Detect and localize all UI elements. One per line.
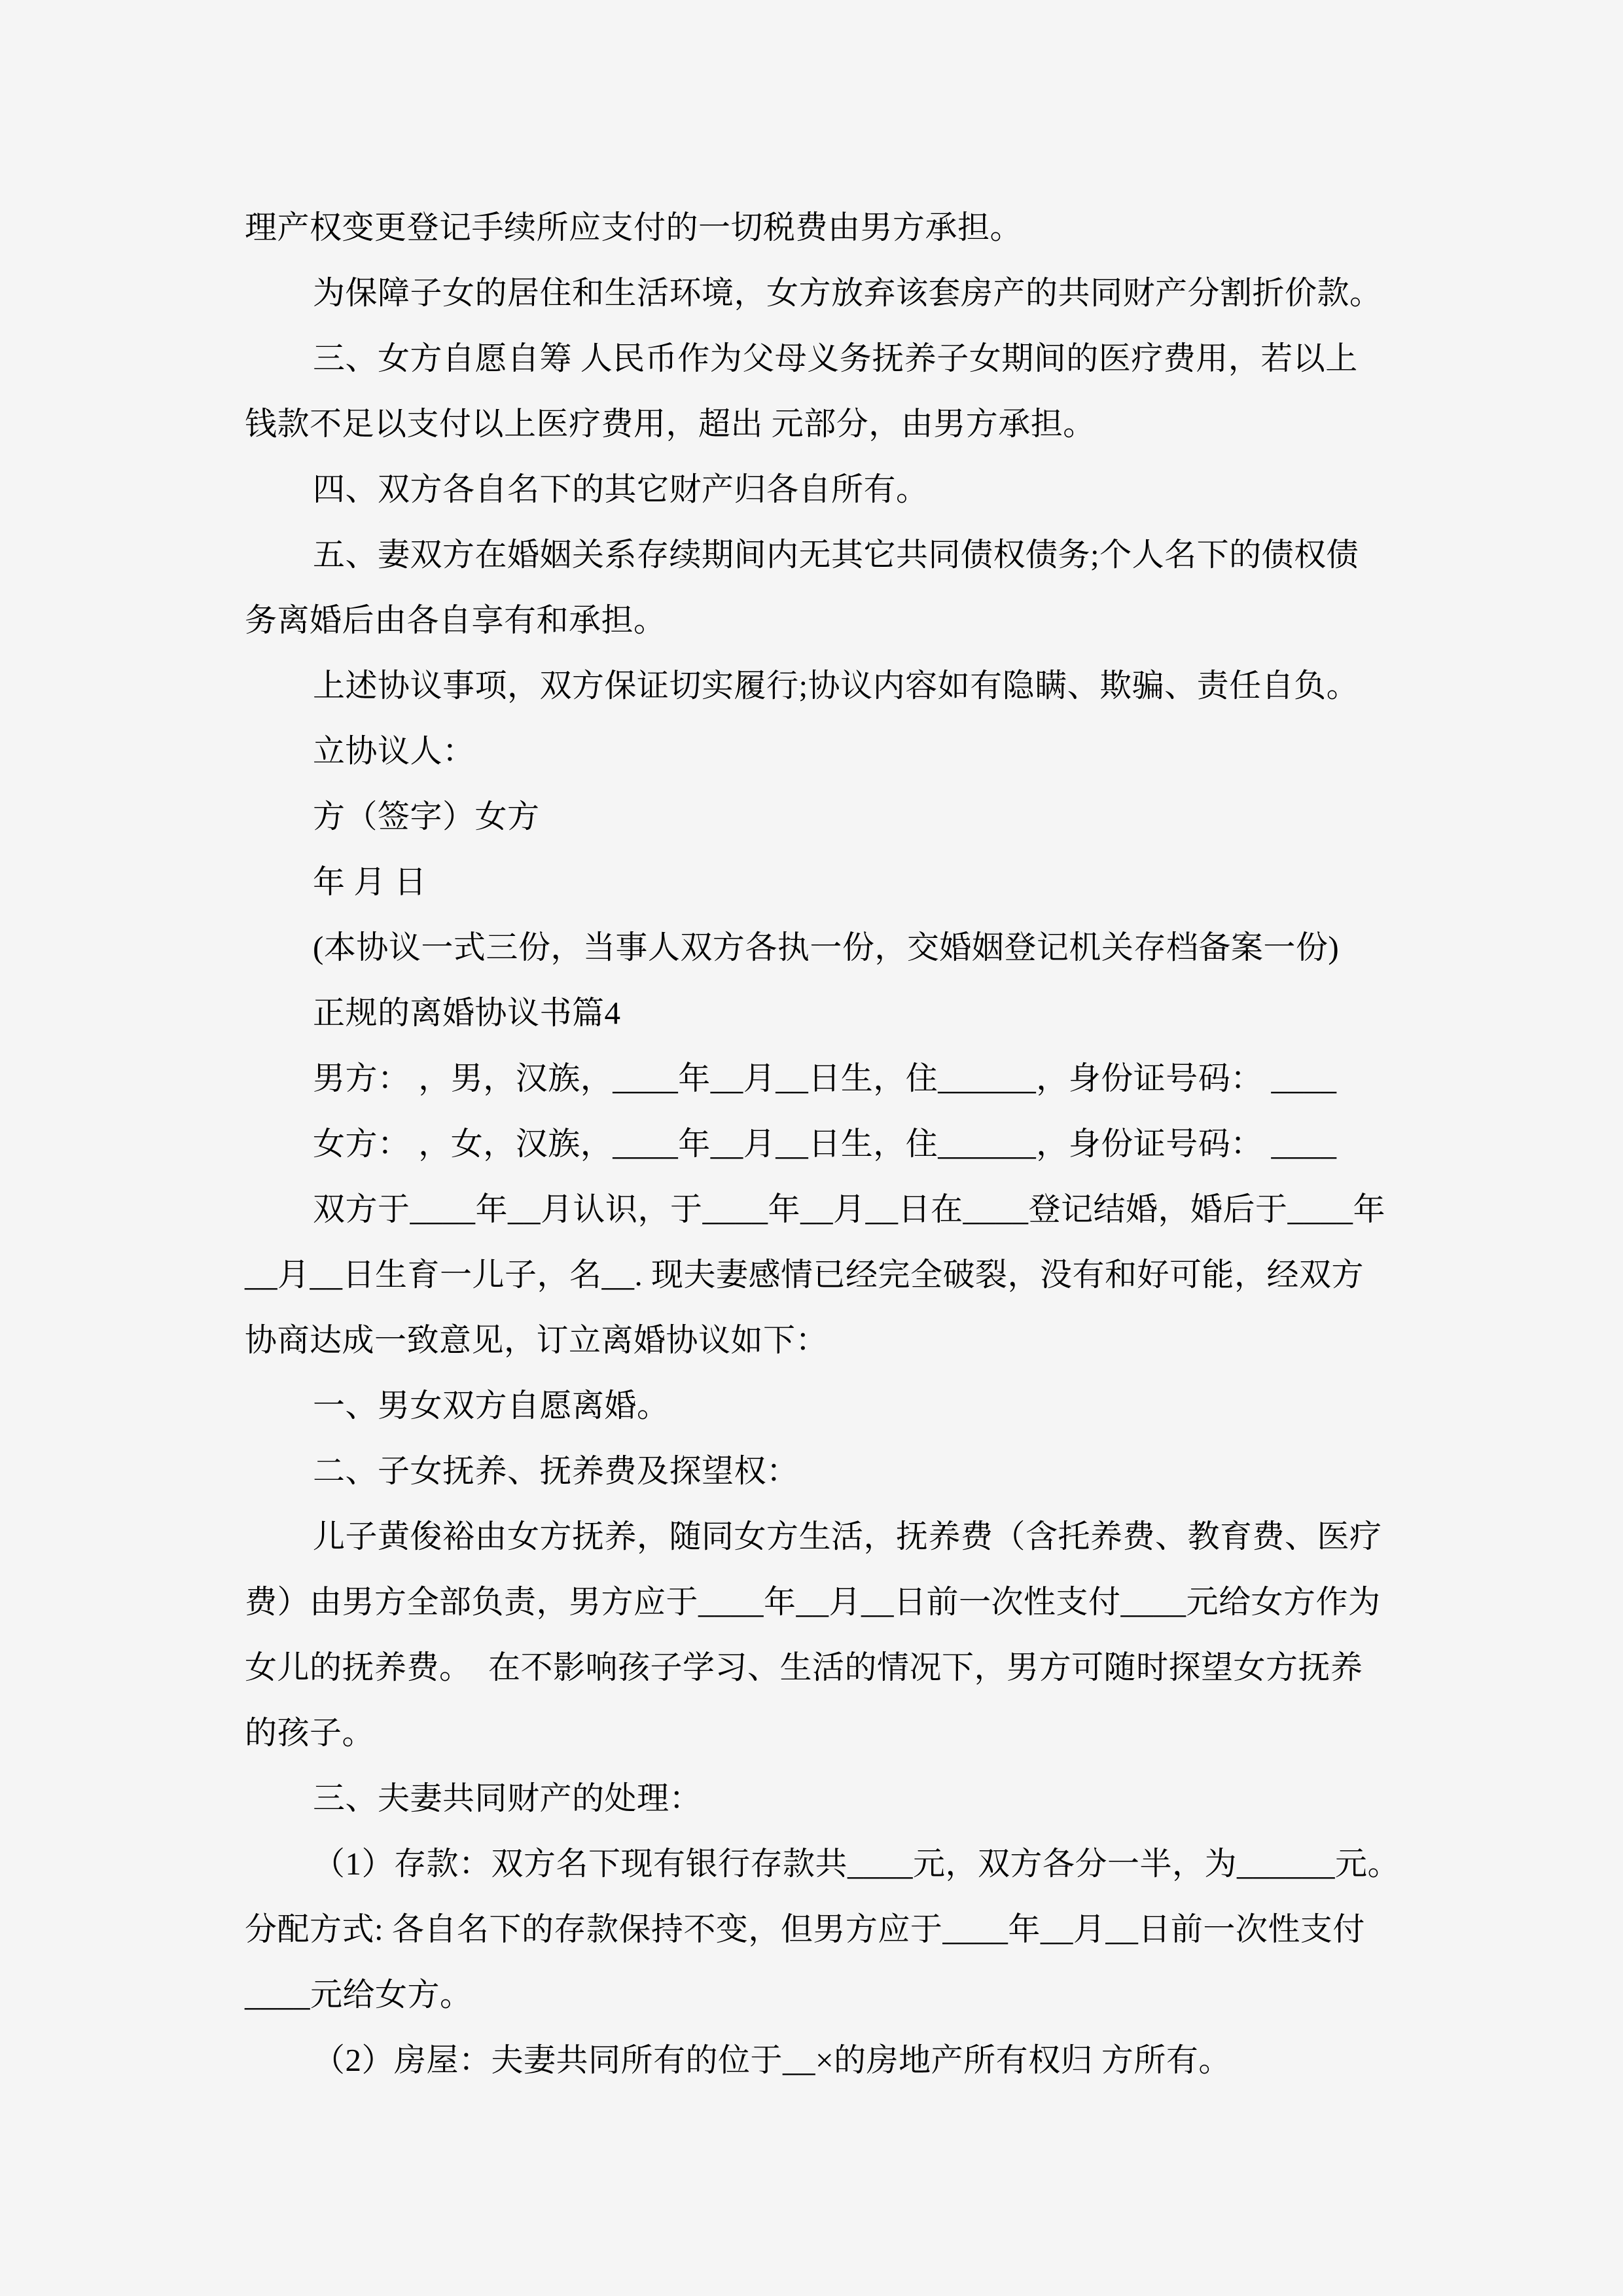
document-line: 上述协议事项，双方保证切实履行;协议内容如有隐瞒、欺骗、责任自负。 (313, 668, 1359, 704)
document-line: （1）存款：双方名下现有银行存款共____元，双方各分一半，为______元。 (313, 1846, 1400, 1882)
document-line: 正规的离婚协议书篇4 (313, 995, 621, 1031)
document-line: 钱款不足以支付以上医疗费用，超出 元部分，由男方承担。 (245, 406, 1096, 442)
document-line: 方（签字）女方 (313, 798, 540, 834)
document-line: 立协议人： (313, 733, 475, 769)
document-line: 一、男女双方自愿离婚。 (313, 1388, 669, 1424)
document-line: 五、妻双方在婚姻关系存续期间内无其它共同债权债务;个人名下的债权债 (313, 537, 1359, 573)
document-line: 务离婚后由各自享有和承担。 (245, 602, 666, 638)
document-line: 协商达成一致意见，订立离婚协议如下： (245, 1322, 829, 1358)
document-line: 三、夫妻共同财产的处理： (313, 1780, 702, 1816)
document-line: 男方： ，男，汉族，____年__月__日生，住______，身份证号码： ____ (313, 1060, 1337, 1096)
document-line: （2）房屋：夫妻共同所有的位于__×的房地产所有权归 方所有。 (313, 2042, 1231, 2078)
document-line: 女儿的抚养费。 在不影响孩子学习、生活的情况下，男方可随时探望女方抚养 (245, 1649, 1363, 1685)
document-line: (本协议一式三份，当事人双方各执一份，交婚姻登记机关存档备案一份) (313, 929, 1340, 965)
document-line: 分配方式: 各自名下的存款保持不变，但男方应于____年__月__日前一次性支付 (245, 1911, 1365, 1947)
document-line: 儿子黄俊裕由女方抚养，随同女方生活，抚养费（含托养费、教育费、医疗 (313, 1518, 1382, 1554)
document-line: 的孩子。 (245, 1715, 375, 1751)
document-line: 二、子女抚养、抚养费及探望权： (313, 1453, 799, 1489)
document-line: 年 月 日 (313, 864, 427, 900)
document-body (245, 195, 1403, 2093)
document-line: 四、双方各自名下的其它财产归各自所有。 (313, 471, 929, 507)
document-line: 费）由男方全部负责，男方应于____年__月__日前一次性支付____元给女方作为 (245, 1584, 1381, 1620)
document-line: 理产权变更登记手续所应支付的一切税费由男方承担。 (245, 209, 1023, 245)
document-line: __月__日生育一儿子，名__. 现夫妻感情已经完全破裂，没有和好可能，经双方 (245, 1257, 1364, 1293)
document-line: 双方于____年__月认识，于____年__月__日在____登记结婚，婚后于____年 (313, 1191, 1386, 1227)
document-line: ____元给女方。 (245, 1977, 473, 2013)
document-line: 为保障子女的居住和生活环境，女方放弃该套房产的共同财产分割折价款。 (313, 275, 1382, 311)
document-line: 三、女方自愿自筹 人民币作为父母义务抚养子女期间的医疗费用，若以上 (313, 340, 1358, 376)
document-line: 女方： ，女，汉族，____年__月__日生，住______，身份证号码： ____ (313, 1126, 1337, 1162)
